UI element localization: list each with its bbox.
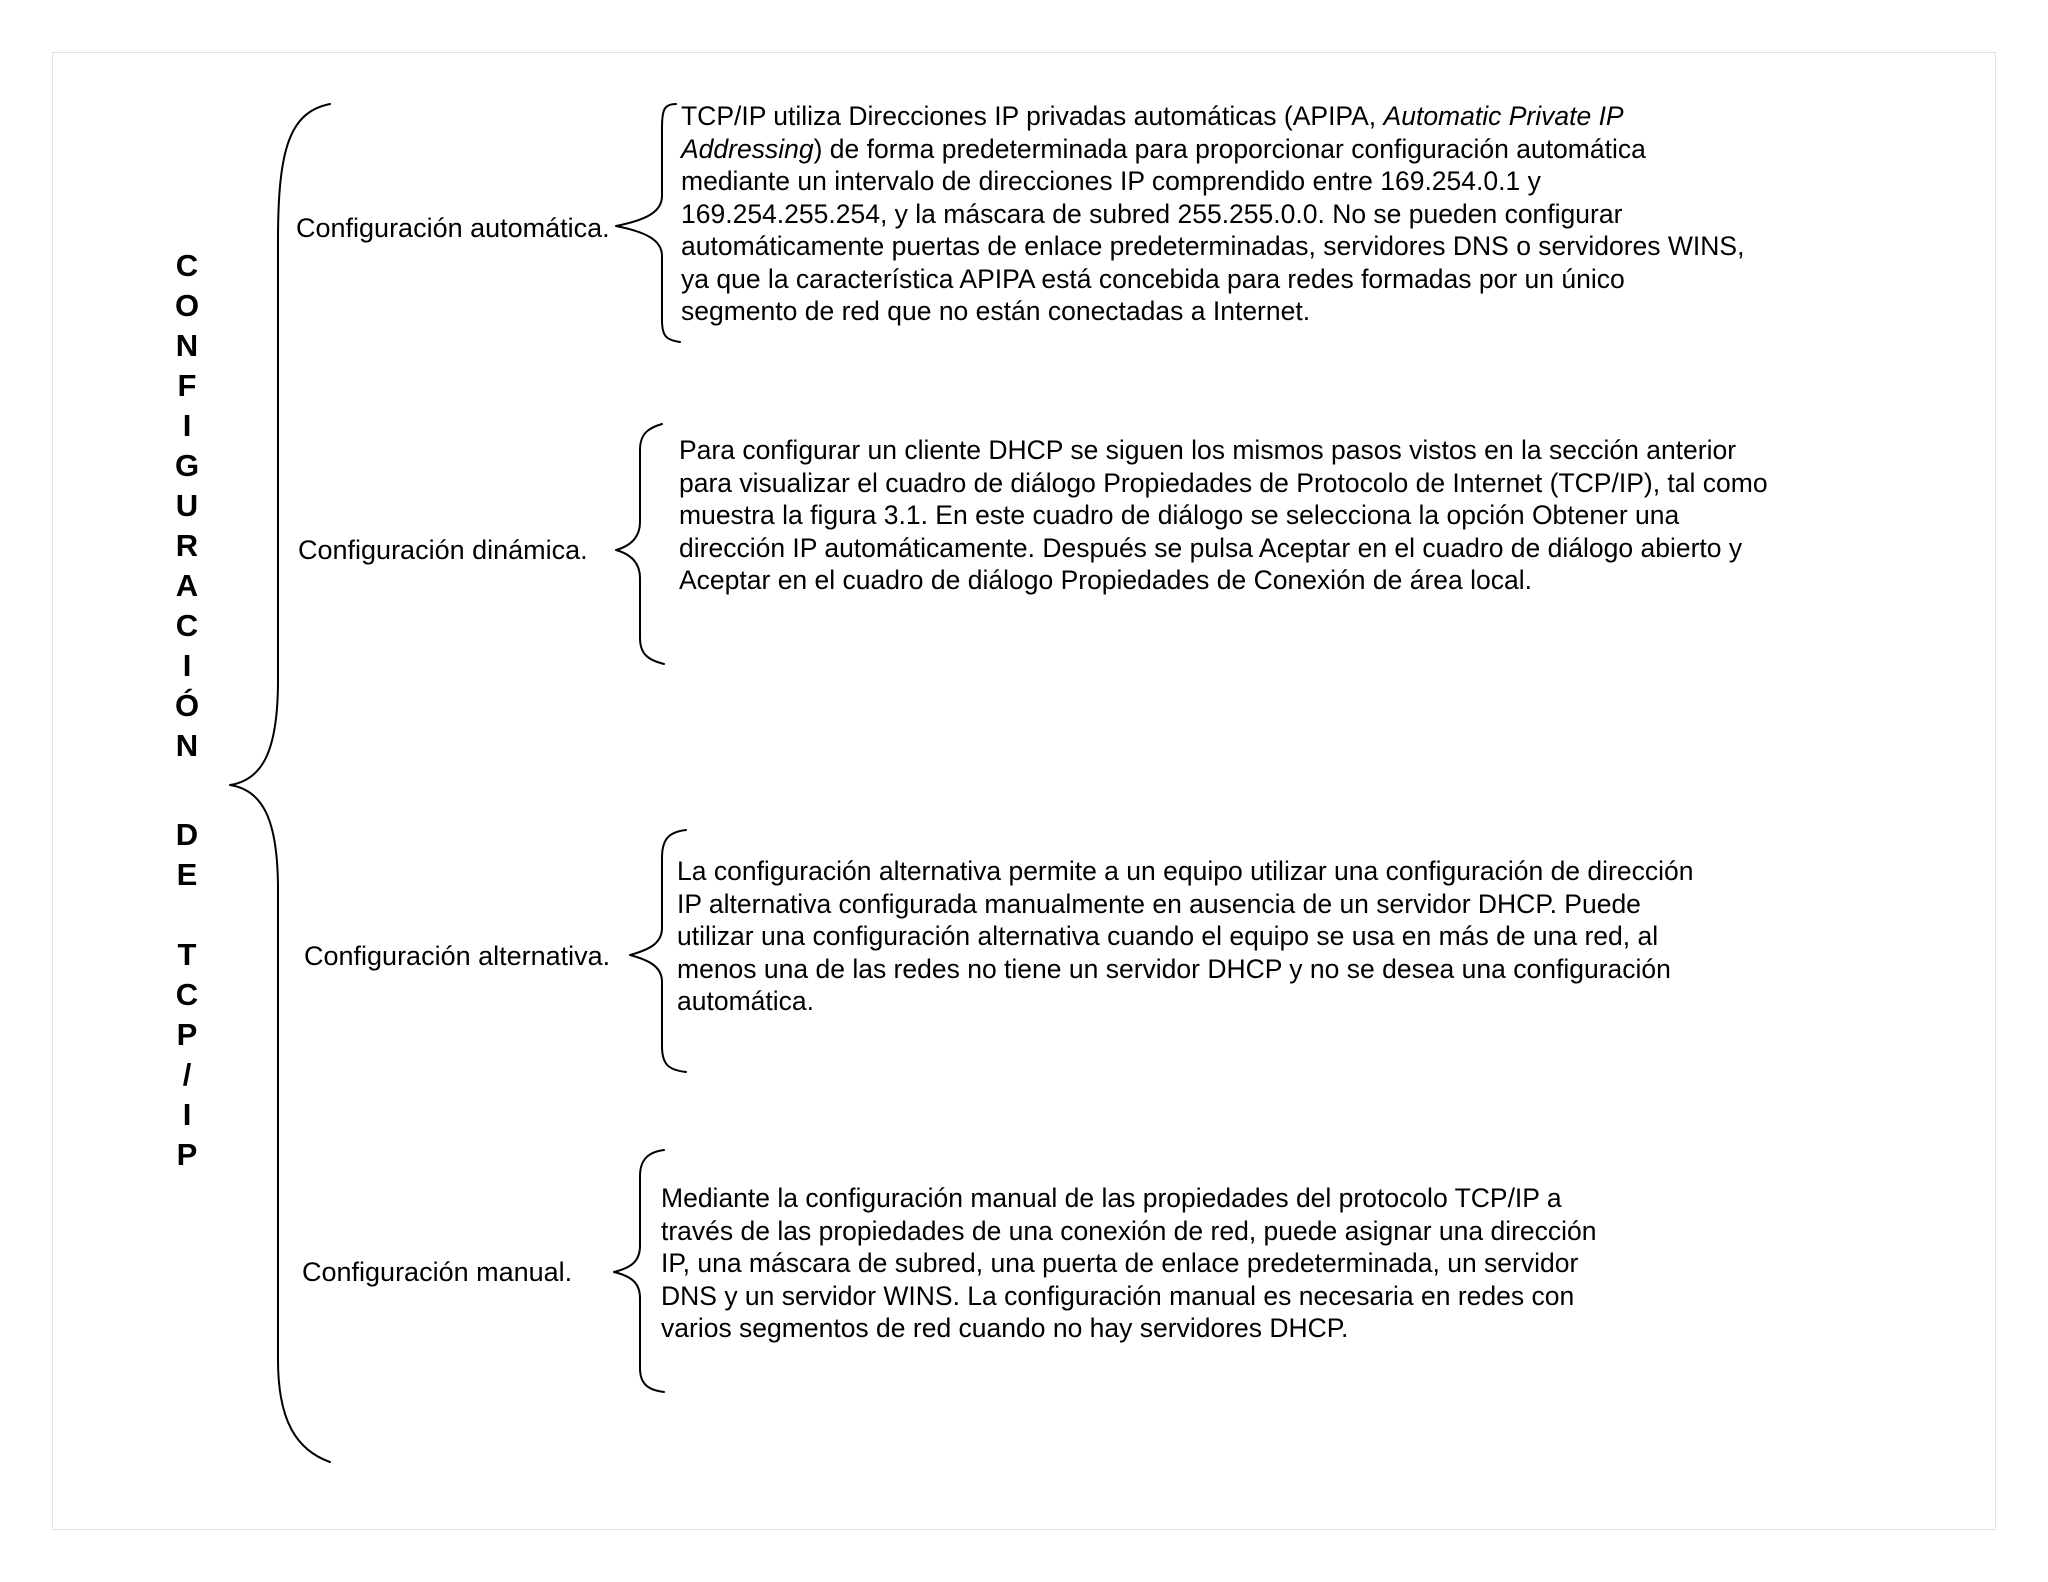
branch-label-automatica: Configuración automática. — [296, 213, 610, 243]
title-word-de: D E — [175, 817, 199, 892]
text-run: Mediante la configuración manual de las propiedades del protocolo TCP/IP a — [661, 1183, 1562, 1213]
text-run: segmento de red que no están conectadas a Internet. — [681, 296, 1311, 326]
text-run: TCP/IP utiliza Direcciones IP privadas automáticas (APIPA, — [681, 101, 1384, 131]
description-line — [681, 198, 1744, 231]
text-run: La configuración alternativa permite a un equipo utilizar una configuración de dirección — [677, 856, 1694, 886]
text-run: automática. — [677, 986, 814, 1016]
branch-description-alternativa — [677, 855, 1693, 1018]
text-run: través de las propiedades de una conexión de red, puede asignar una dirección — [661, 1215, 1597, 1246]
description-line — [677, 888, 1693, 921]
text-run: automáticamente puertas de enlace predeterminadas, servidores DNS o servidores WINS, — [681, 231, 1745, 261]
description-line — [681, 100, 1744, 133]
description-line — [677, 855, 1693, 888]
description-line — [679, 564, 1768, 597]
text-run: Aceptar en el cuadro de diálogo Propiedades de Conexión de área local. — [679, 565, 1533, 595]
description-line — [679, 434, 1768, 467]
text-run: menos una de las redes no tiene un servidor DHCP y no se desea una configuración — [677, 953, 1671, 984]
title-word-tcpip: T C P / I P — [175, 937, 199, 1172]
text-run: muestra la figura 3.1. En este cuadro de diálogo se selecciona la opción Obtener una — [679, 500, 1680, 530]
description-line — [679, 467, 1768, 500]
description-line — [681, 165, 1744, 198]
italic-term: Automatic Private IP — [1383, 101, 1624, 131]
description-line — [681, 295, 1744, 328]
text-run: Para configurar un cliente DHCP se siguen los mismos pasos vistos en la sección anterior — [679, 435, 1737, 465]
text-run: DNS y un servidor WINS. La configuración manual es necesaria en redes con — [661, 1280, 1575, 1311]
description-line — [677, 953, 1693, 986]
description-line — [679, 499, 1768, 532]
text-run: para visualizar el cuadro de diálogo Propiedades de Protocolo de Internet (TCP/IP), tal como — [679, 467, 1768, 498]
description-line — [677, 920, 1693, 953]
description-line — [661, 1247, 1597, 1280]
description-line — [681, 230, 1744, 263]
text-run: varios segmentos de red cuando no hay servidores DHCP. — [661, 1313, 1349, 1343]
text-run: ya que la característica APIPA está concebida para redes formadas por un único — [681, 263, 1625, 294]
text-run: utilizar una configuración alternativa cuando el equipo se usa en más de una red, al — [677, 921, 1659, 951]
branch-description-manual — [661, 1182, 1597, 1345]
text-run: IP, una máscara de subred, una puerta de enlace predeterminada, un servidor — [661, 1248, 1579, 1278]
description-line — [661, 1182, 1597, 1215]
brace-dinamica — [616, 424, 664, 664]
description-line — [681, 263, 1744, 296]
branch-label-dinamica: Configuración dinámica. — [298, 535, 588, 565]
description-line — [661, 1280, 1597, 1313]
italic-term: Addressing — [681, 133, 814, 164]
description-line — [661, 1215, 1597, 1248]
description-line — [681, 133, 1744, 166]
branch-label-alternativa: Configuración alternativa. — [304, 941, 611, 971]
branch-description-dinamica — [679, 434, 1768, 597]
text-run: mediante un intervalo de direcciones IP comprendido entre 169.254.0.1 y — [681, 166, 1541, 196]
branch-description-automatica — [681, 100, 1744, 328]
text-run: ) de forma predeterminada para proporcionar configuración automática — [813, 133, 1646, 164]
text-run: dirección IP automáticamente. Después se pulsa Aceptar en el cuadro de diálogo abierto y — [679, 532, 1743, 563]
brace-automatica — [616, 104, 680, 342]
description-line — [677, 985, 1693, 1018]
branch-label-manual: Configuración manual. — [302, 1257, 573, 1287]
brace-manual — [614, 1150, 664, 1392]
title-word-configuracion: C O N F I G U R A C I Ó N — [174, 248, 200, 763]
description-line — [661, 1312, 1597, 1345]
text-run: IP alternativa configurada manualmente en ausencia de un servidor DHCP. Puede — [677, 888, 1641, 919]
text-run: 169.254.255.254, y la máscara de subred 255.255.0.0. No se pueden configurar — [681, 198, 1623, 229]
description-line — [679, 532, 1768, 565]
